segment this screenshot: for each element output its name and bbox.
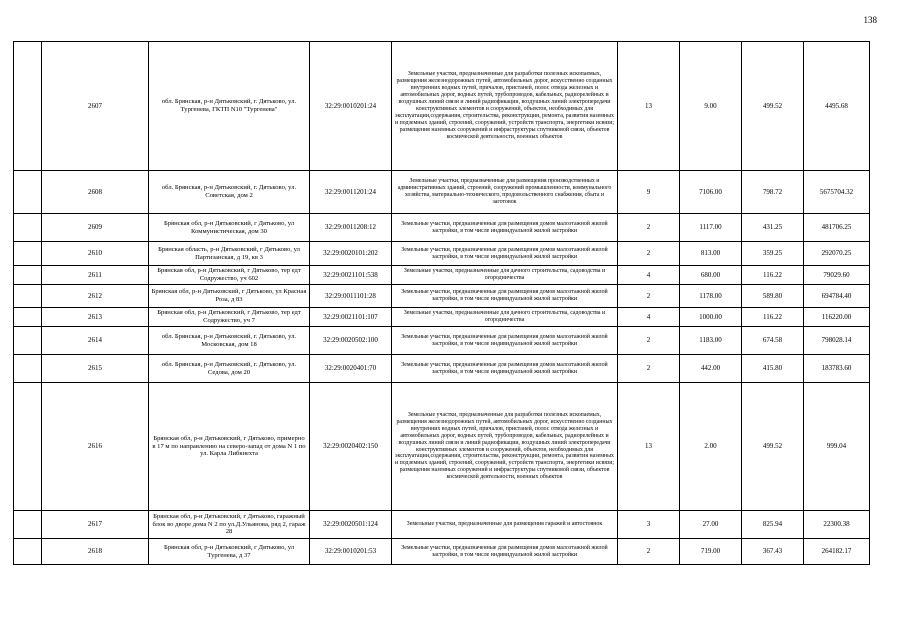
- cell-area: 719.00: [680, 539, 742, 565]
- cell-group: 3: [618, 511, 680, 539]
- cell-row-number: 2618: [42, 539, 149, 565]
- cell-cadastral-value: 694784.40: [804, 285, 870, 308]
- cell-rate: 415.80: [742, 355, 804, 383]
- cell-land-purpose: Земельные участки, предназначенные для дачного строительства, садоводства и огородничества: [392, 266, 618, 285]
- cell-cadastral-value: 5675704.32: [804, 171, 870, 214]
- cell-group: 13: [618, 42, 680, 171]
- cell-address: Брянская обл, р-н Дятьковский, г Дятьково, ул Красная Роза, д 83: [149, 285, 310, 308]
- cell-row-number: 2616: [42, 383, 149, 511]
- table-row: [14, 327, 870, 355]
- cell-address: Брянская обл, р-н Дятьковский, г Дятьково, тер едт Содружество, уч 7: [149, 308, 310, 327]
- cell-group: 2: [618, 539, 680, 565]
- cell-land-purpose: Земельные участки, предназначенные для размещения гаражей и автостоянок: [392, 511, 618, 539]
- cell-address: обл. Брянская, р-н Дятьковский, г. Дятьково, ул. Московская, дом 18: [149, 327, 310, 355]
- cell-area: 7106.00: [680, 171, 742, 214]
- table-row: [14, 42, 870, 171]
- cell-area: 27.00: [680, 511, 742, 539]
- cell-group: 2: [618, 242, 680, 266]
- cell-margin: [14, 42, 42, 171]
- cell-area: 680.00: [680, 266, 742, 285]
- cell-land-purpose: Земельные участки, предназначенные для размещения производственных и административных зданий, строений, сооружений промышленности, коммунального хозяйства, материально-технического, продовольственного снабжения, сбыта и заготовок: [392, 171, 618, 214]
- cell-cadastral-value: 292070.25: [804, 242, 870, 266]
- cell-address: Брянская обл, р-н Дятьковский, г Дятьково, ул Коммунистическая, дом 30: [149, 214, 310, 242]
- cell-land-purpose: Земельные участки, предназначенные для размещения домов малоэтажной жилой застройки, в том числе индивидуальной жилой застройки: [392, 355, 618, 383]
- cell-land-purpose: Земельные участки, предназначенные для дачного строительства, садоводства и огородничества: [392, 308, 618, 327]
- cell-row-number: 2611: [42, 266, 149, 285]
- cell-rate: 116.22: [742, 308, 804, 327]
- cell-margin: [14, 266, 42, 285]
- cell-address: Брянская обл, р-н Дятьковский, г Дятьково, ул Тургенева, д 37: [149, 539, 310, 565]
- cell-rate: 499.52: [742, 383, 804, 511]
- cell-row-number: 2615: [42, 355, 149, 383]
- table-row: [14, 355, 870, 383]
- cell-row-number: 2612: [42, 285, 149, 308]
- cell-cadastral-number: 32:29:0020502:100: [310, 327, 392, 355]
- cell-address: Брянская обл, р-н Дятьковский, г Дятьково, гаражный блок во дворе дома N 2 по ул.Д.Ульянова, ряд 2, гараж 28: [149, 511, 310, 539]
- table-row: [14, 171, 870, 214]
- cell-address: обл. Брянская, р-н Дятьковский, г. Дятьково, ул. Советская, дом 2: [149, 171, 310, 214]
- cell-row-number: 2614: [42, 327, 149, 355]
- cell-group: 2: [618, 214, 680, 242]
- registry-table: [13, 41, 870, 565]
- cell-group: 9: [618, 171, 680, 214]
- cell-row-number: 2613: [42, 308, 149, 327]
- cell-cadastral-value: 79029.60: [804, 266, 870, 285]
- cell-land-purpose: Земельные участки, предназначенные для размещения домов малоэтажной жилой застройки, в том числе индивидуальной жилой застройки: [392, 327, 618, 355]
- cell-land-purpose: Земельные участки, предназначенные для размещения домов малоэтажной жилой застройки, в том числе индивидуальной жилой застройки: [392, 285, 618, 308]
- cell-margin: [14, 285, 42, 308]
- cell-group: 2: [618, 355, 680, 383]
- cell-cadastral-number: 32:29:0021101:538: [310, 266, 392, 285]
- cell-margin: [14, 511, 42, 539]
- cell-area: 1117.00: [680, 214, 742, 242]
- cell-cadastral-value: 22300.38: [804, 511, 870, 539]
- cell-row-number: 2609: [42, 214, 149, 242]
- table-row: [14, 511, 870, 539]
- cell-group: 4: [618, 308, 680, 327]
- cell-cadastral-number: 32:29:0020101:202: [310, 242, 392, 266]
- cell-cadastral-value: 264182.17: [804, 539, 870, 565]
- page-number: 138: [863, 15, 877, 25]
- cell-margin: [14, 327, 42, 355]
- cell-margin: [14, 383, 42, 511]
- cell-area: 9.00: [680, 42, 742, 171]
- cell-cadastral-number: 32:29:0011201:24: [310, 171, 392, 214]
- cell-margin: [14, 539, 42, 565]
- table-row: [14, 308, 870, 327]
- cell-cadastral-value: 481706.25: [804, 214, 870, 242]
- cell-cadastral-number: 32:29:0020401:70: [310, 355, 392, 383]
- cell-cadastral-number: 32:29:0010201:53: [310, 539, 392, 565]
- cell-cadastral-number: 32:29:0020402:150: [310, 383, 392, 511]
- table-row: [14, 242, 870, 266]
- table-row: [14, 285, 870, 308]
- cell-rate: 116.22: [742, 266, 804, 285]
- table-row: [14, 266, 870, 285]
- cell-address: обл. Брянская, р-н Дятьковский, г. Дятьково, ул. Тургенева, ГКТП N10 "Тургенева": [149, 42, 310, 171]
- cell-group: 13: [618, 383, 680, 511]
- cell-area: 2.00: [680, 383, 742, 511]
- cell-rate: 367.43: [742, 539, 804, 565]
- cell-address: Брянская обл, р-н Дятьковский, г Дятьково, тер едт Содружество, уч 602: [149, 266, 310, 285]
- cell-row-number: 2610: [42, 242, 149, 266]
- cell-row-number: 2607: [42, 42, 149, 171]
- cell-address: обл. Брянская, р-н Дятьковский, г. Дятьково, ул. Седова, дом 20: [149, 355, 310, 383]
- cell-cadastral-number: 32:29:0021101:107: [310, 308, 392, 327]
- cell-group: 2: [618, 285, 680, 308]
- cell-row-number: 2608: [42, 171, 149, 214]
- cell-cadastral-value: 116220.00: [804, 308, 870, 327]
- cell-address: Брянская обл, р-н Дятьковский, г Дятьково, примерно в 17 м по направлению на северо-запад от дома N 1 по ул. Карла Либкнехта: [149, 383, 310, 511]
- table-row: [14, 214, 870, 242]
- cell-area: 442.00: [680, 355, 742, 383]
- cell-cadastral-number: 32:29:0010201:24: [310, 42, 392, 171]
- cell-group: 4: [618, 266, 680, 285]
- cell-land-purpose: Земельные участки, предназначенные для разработки полезных ископаемых, размещения железнодорожных путей, автомобильных дорог, искусственно созданных внутренних водных путей, причалов, пристаней, полос отвода железных и автомобильных дорог, водных путей, трубопроводов, кабельных, радиорелейных и воздушных линий связи и линий радиофикации, воздушных линий электропередачи конструктивных элементов и сооружений, объектов, необходимых для эксплуатации,содержания, строительства, реконструкции, ремонта, развития наземных и подземных зданий, строений, сооружений, устройств транспорта, энергетики исвязи; размещения наземных сооружений и инфраструктуры спутниковой связи, объектов космической деятельности, военных объектов: [392, 383, 618, 511]
- cell-cadastral-value: 999.04: [804, 383, 870, 511]
- cell-rate: 674.58: [742, 327, 804, 355]
- cell-rate: 431.25: [742, 214, 804, 242]
- cell-cadastral-number: 32:29:0011101:28: [310, 285, 392, 308]
- cell-address: Брянская область, р-н Дятьковский, г Дятьково, ул Партизанская, д 19, кв 3: [149, 242, 310, 266]
- cell-rate: 499.52: [742, 42, 804, 171]
- cell-margin: [14, 171, 42, 214]
- cell-rate: 798.72: [742, 171, 804, 214]
- cell-land-purpose: Земельные участки, предназначенные для размещения домов малоэтажной жилой застройки, в том числе индивидуальной жилой застройки: [392, 242, 618, 266]
- cell-area: 1000.00: [680, 308, 742, 327]
- cell-rate: 589.80: [742, 285, 804, 308]
- cell-margin: [14, 355, 42, 383]
- cell-row-number: 2617: [42, 511, 149, 539]
- table-row: [14, 539, 870, 565]
- cell-cadastral-value: 798028.14: [804, 327, 870, 355]
- cell-land-purpose: Земельные участки, предназначенные для разработки полезных ископаемых, размещения железнодорожных путей, автомобильных дорог, искусственно созданных внутренних водных путей, причалов, пристаней, полос отвода железных и автомобильных дорог, водных путей, трубопроводов, кабельных, радиорелейных и воздушных линий связи и линий радиофикации, воздушных линий электропередачи конструктивных элементов и сооружений, объектов, необходимых для эксплуатации,содержания, строительства, реконструкции, ремонта, развития наземных и подземных зданий, строений, сооружений, устройств транспорта, энергетики исвязи; размещения наземных сооружений и инфраструктуры спутниковой связи, объектов космической деятельности, военных объектов: [392, 42, 618, 171]
- cell-rate: 825.94: [742, 511, 804, 539]
- cell-area: 1178.00: [680, 285, 742, 308]
- cell-rate: 359.25: [742, 242, 804, 266]
- cell-margin: [14, 214, 42, 242]
- cell-cadastral-value: 183783.60: [804, 355, 870, 383]
- table-row: [14, 383, 870, 511]
- cell-margin: [14, 242, 42, 266]
- cell-group: 2: [618, 327, 680, 355]
- cell-area: 813.00: [680, 242, 742, 266]
- cell-land-purpose: Земельные участки, предназначенные для размещения домов малоэтажной жилой застройки, в том числе индивидуальной жилой застройки: [392, 214, 618, 242]
- cell-area: 1183.00: [680, 327, 742, 355]
- cell-cadastral-value: 4495.68: [804, 42, 870, 171]
- cell-cadastral-number: 32:29:0020501:124: [310, 511, 392, 539]
- cell-margin: [14, 308, 42, 327]
- cell-cadastral-number: 32:29:0011208:12: [310, 214, 392, 242]
- cell-land-purpose: Земельные участки, предназначенные для размещения домов малоэтажной жилой застройки, в том числе индивидуальной жилой застройки: [392, 539, 618, 565]
